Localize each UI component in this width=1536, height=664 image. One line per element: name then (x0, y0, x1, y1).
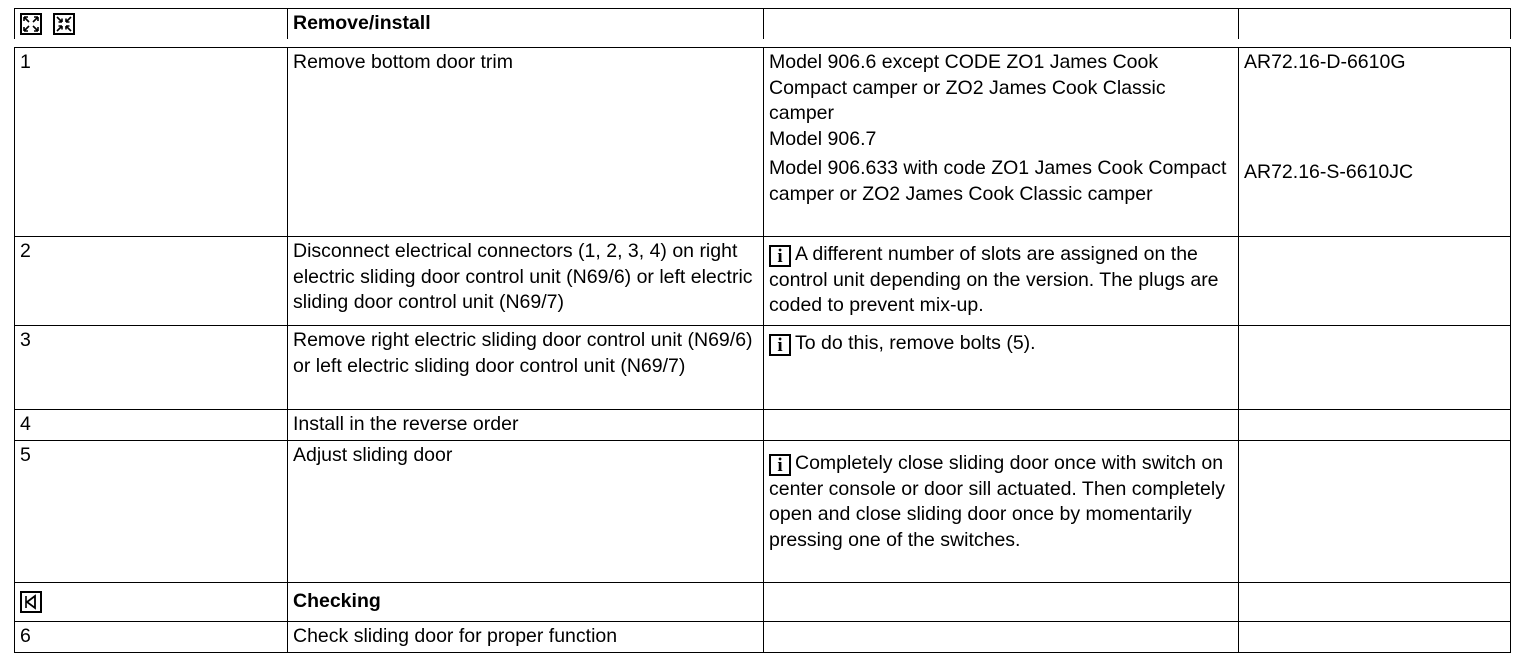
table-bottom-border (14, 652, 1511, 653)
info-icon: i (769, 245, 791, 267)
model-note: Model 906.6 except CODE ZO1 James Cook Compact camper or ZO2 James Cook Classic camper (769, 51, 1166, 124)
step-action: Remove right electric sliding door control unit (N69/6) or left electric sliding door control unit (N69/7) (287, 326, 763, 409)
remove-icon (20, 13, 42, 35)
reference-link[interactable]: AR72.16-S-6610JC (1244, 160, 1414, 183)
section-title: Remove/install (287, 9, 763, 39)
table-row (14, 440, 1511, 582)
model-note: Model 906.633 with code ZO1 James Cook Compact camper or ZO2 James Cook Classic camper (769, 157, 1227, 205)
section-header-row (14, 582, 1511, 621)
header-icons-cell (14, 9, 287, 39)
step-number: 4 (14, 410, 287, 440)
reference-link[interactable]: AR72.16-D-6610G (1244, 51, 1406, 73)
note-text: Completely close sliding door once with switch on center console or door sill actuated. Then completely open and close sliding door once by momentarily pressing one of the switches. (769, 452, 1225, 551)
table-row (14, 621, 1511, 652)
step-note (763, 237, 1238, 325)
step-action: Disconnect electrical connectors (1, 2, 3, 4) on right electric sliding door control unit (N69/6) or left electric sliding door control unit (N69/7) (287, 237, 763, 325)
step-action: Install in the reverse order (287, 410, 763, 440)
checking-icon (20, 591, 42, 613)
table-row (14, 47, 1511, 236)
install-icon (53, 13, 75, 35)
info-icon: i (769, 454, 791, 476)
step-number: 2 (14, 237, 287, 325)
step-action: Remove bottom door trim (287, 48, 763, 236)
table-row (14, 325, 1511, 409)
step-number: 6 (14, 622, 287, 652)
note-text: A different number of slots are assigned on the control unit depending on the version. The plugs are coded to prevent mix-up. (769, 243, 1219, 316)
table-row (14, 409, 1511, 440)
step-note (763, 441, 1238, 582)
step-notes (763, 48, 1238, 236)
section-title: Checking (287, 583, 763, 621)
section-header-row (14, 8, 1511, 39)
model-note: Model 906.7 (769, 127, 877, 150)
table-row (14, 236, 1511, 325)
checking-icon-cell (14, 583, 287, 621)
note-text: To do this, remove bolts (5). (795, 332, 1036, 354)
info-icon: i (769, 334, 791, 356)
step-references (1238, 48, 1511, 236)
step-number: 1 (14, 48, 287, 236)
step-action: Adjust sliding door (287, 441, 763, 582)
procedure-table (14, 8, 1511, 653)
step-action: Check sliding door for proper function (287, 622, 763, 652)
step-note (763, 326, 1238, 409)
step-number: 3 (14, 326, 287, 409)
step-number: 5 (14, 441, 287, 582)
